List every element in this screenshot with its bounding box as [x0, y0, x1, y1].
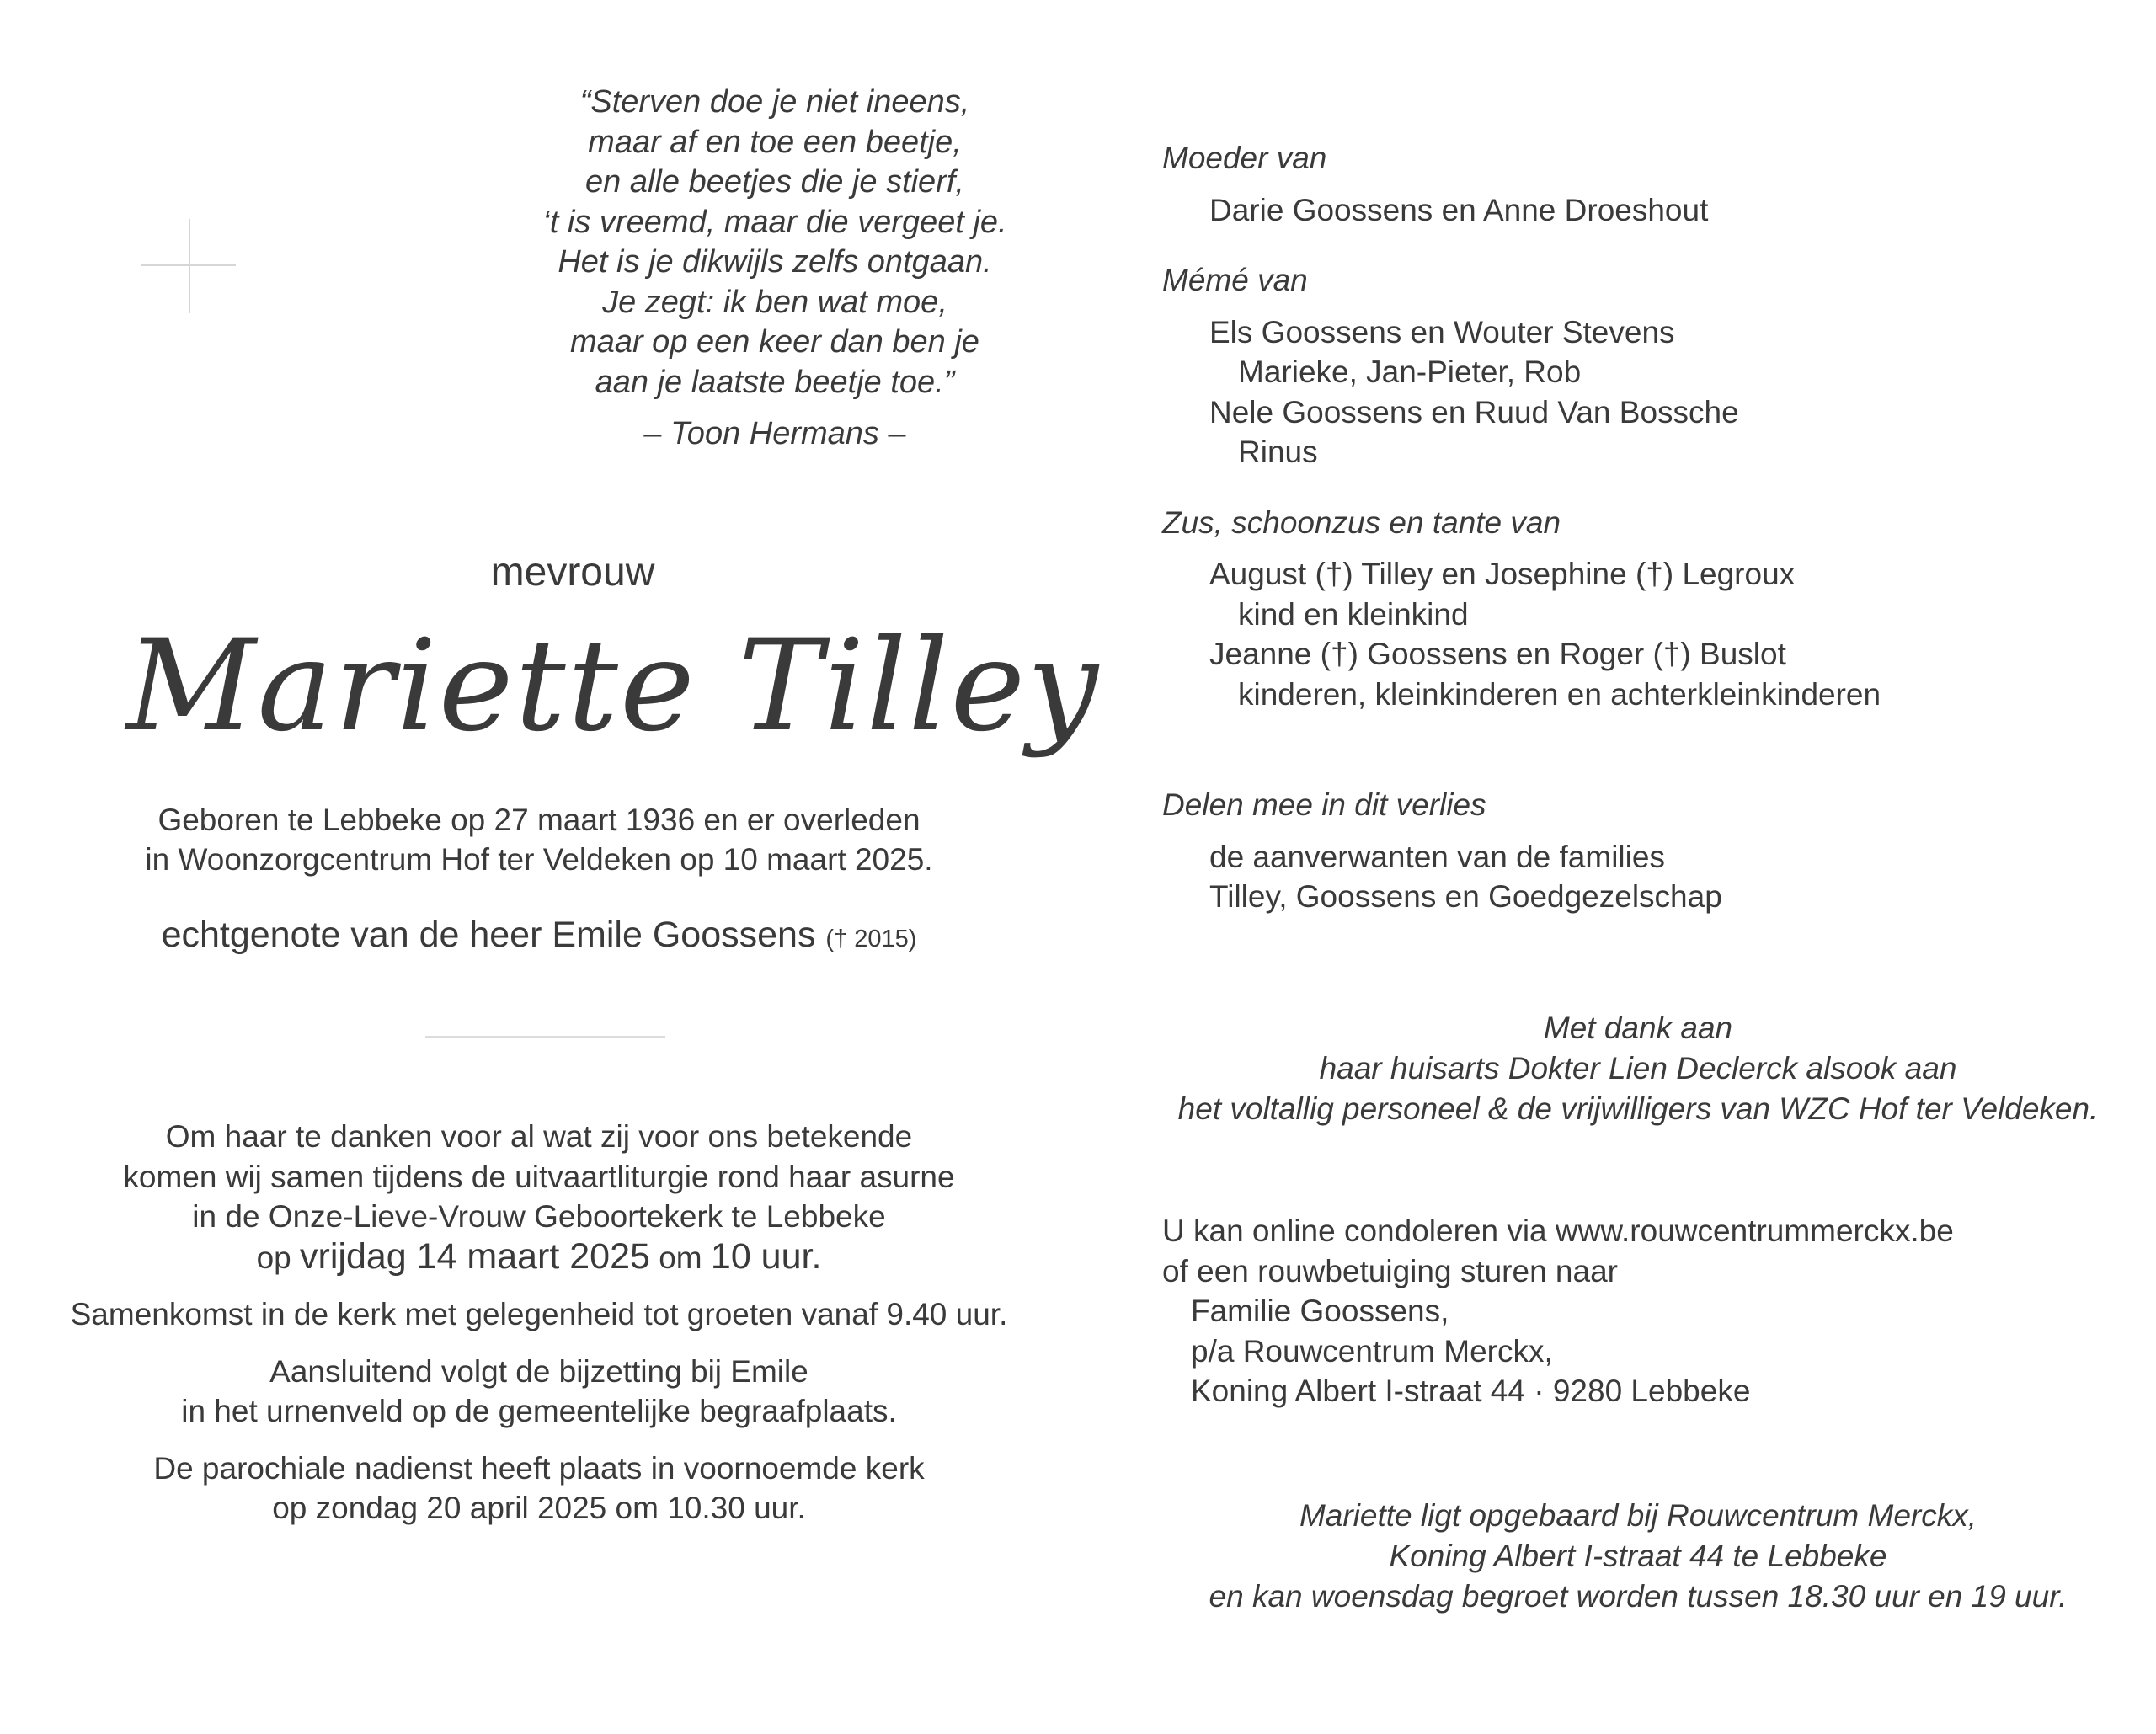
thanks-line: Met dank aan — [1543, 1011, 1733, 1045]
condolence-info — [1162, 1211, 2131, 1411]
service-line: komen wij samen tijdens de uitvaartliturgie rond haar asurne — [123, 1159, 955, 1194]
service-when — [34, 1237, 1044, 1278]
quote-line: ‘t is vreemd, maar die vergeet je. — [542, 204, 1007, 240]
address-line: p/a Rouwcentrum Merckx, — [1191, 1333, 1553, 1369]
family-line: kind en kleinkind — [1238, 596, 1469, 632]
cross-vertical-bar — [189, 219, 190, 313]
when-suffix: . — [811, 1235, 822, 1277]
family-list — [1162, 138, 2131, 917]
mass-line: De parochiale nadienst heeft plaats in voornoemde kerk — [153, 1450, 925, 1486]
family-line: August (†) Tilley en Josephine (†) Legroux — [1209, 557, 1796, 591]
deceased-name: Mariette Tilley — [126, 613, 1100, 760]
burial-line: Aansluitend volgt de bijzetting bij Emile — [270, 1353, 808, 1389]
grandma-section — [1162, 260, 2131, 472]
address-line: Familie Goossens, — [1191, 1294, 1449, 1328]
family-line: Marieke, Jan-Pieter, Rob — [1238, 355, 1582, 389]
born-line: in Woonzorgcentrum Hof ter Veldeken op 10 maart 2025. — [145, 842, 933, 877]
thanks-line: haar huisarts Dokter Lien Declerck alsook aan — [1319, 1051, 1957, 1086]
burial-line: in het urnenveld op de gemeentelijke begraafplaats. — [181, 1394, 897, 1428]
birth-death-info — [51, 800, 1027, 879]
thanks — [1154, 1008, 2122, 1129]
wake-line: Mariette ligt opgebaard bij Rouwcentrum Merckx, — [1299, 1498, 1977, 1533]
mass-info — [34, 1449, 1044, 1529]
quote-line: Het is je dikwijls zelfs ontgaan. — [558, 244, 992, 280]
quote — [421, 83, 1129, 455]
funeral-service — [34, 1117, 1044, 1529]
grandma-heading: Mémé van — [1162, 263, 1308, 297]
mother-heading: Moeder van — [1162, 141, 1327, 175]
gathering-info: Samenkomst in de kerk met gelegenheid tot groeten vanaf 9.40 uur. — [70, 1297, 1008, 1331]
family-line: de aanverwanten van de families — [1209, 839, 1665, 874]
family-line: kinderen, kleinkinderen en achterkleinkinderen — [1238, 676, 1881, 712]
family-line: Tilley, Goossens en Goedgezelschap — [1209, 879, 1722, 914]
cross-horizontal-bar — [141, 264, 236, 266]
quote-line: maar op een keer dan ben je — [570, 324, 979, 360]
family-line: Rinus — [1238, 435, 1318, 469]
sister-heading: Zus, schoonzus en tante van — [1162, 504, 1561, 540]
service-line: Om haar te danken voor al wat zij voor ons betekende — [165, 1119, 913, 1154]
family-line: Nele Goossens en Ruud Van Bossche — [1209, 394, 1739, 429]
quote-line: “Sterven doe je niet ineens, — [579, 84, 970, 120]
spouse-info — [51, 910, 1027, 964]
share-heading: Delen mee in dit verlies — [1162, 787, 1486, 822]
spouse-name: echtgenote van de heer Emile Goossens — [161, 915, 816, 955]
when-mid: om — [659, 1240, 702, 1275]
when-prefix: op — [256, 1240, 291, 1275]
spouse-death: († 2015) — [825, 926, 917, 952]
mass-line: op zondag 20 april 2025 om 10.30 uur. — [272, 1491, 806, 1525]
family-line: Jeanne (†) Goossens en Roger (†) Buslot — [1209, 637, 1786, 671]
family-line: Els Goossens en Wouter Stevens — [1209, 314, 1675, 349]
honorific: mevrouw — [490, 550, 655, 595]
burial-info — [34, 1352, 1044, 1432]
quote-line: en alle beetjes die je stierf, — [585, 164, 964, 200]
thanks-line: het voltallig personeel & de vrijwilligers van WZC Hof ter Veldeken. — [1177, 1091, 2099, 1126]
sister-section — [1162, 503, 2131, 715]
quote-line: aan je laatste beetje toe.” — [595, 364, 955, 400]
service-date: vrijdag 14 maart 2025 — [300, 1235, 650, 1277]
condolence-online: U kan online condoleren via www.rouwcentrummerckx.be — [1162, 1214, 1954, 1248]
quote-line: maar af en toe een beetje, — [588, 124, 962, 160]
service-line: in de Onze-Lieve-Vrouw Geboortekerk te Lebbeke — [192, 1199, 886, 1234]
condolence-mail: of een rouwbetuiging sturen naar — [1162, 1253, 1618, 1288]
born-line: Geboren te Lebbeke op 27 maart 1936 en er overleden — [157, 803, 921, 837]
quote-line: Je zegt: ik ben wat moe, — [602, 284, 947, 320]
quote-author: – Toon Hermans – — [643, 416, 906, 451]
mother-of: Darie Goossens en Anne Droeshout — [1209, 192, 1709, 227]
wake-line: Koning Albert I-straat 44 te Lebbeke — [1389, 1539, 1887, 1573]
wake-info — [1154, 1496, 2122, 1617]
divider — [425, 1036, 665, 1038]
wake-line: en kan woensdag begroet worden tussen 18.30 uur en 19 uur. — [1209, 1579, 2068, 1614]
service-time: 10 uur — [710, 1235, 812, 1277]
share-section — [1162, 785, 2131, 917]
address-line: Koning Albert I-straat 44 · 9280 Lebbeke — [1191, 1374, 1751, 1408]
